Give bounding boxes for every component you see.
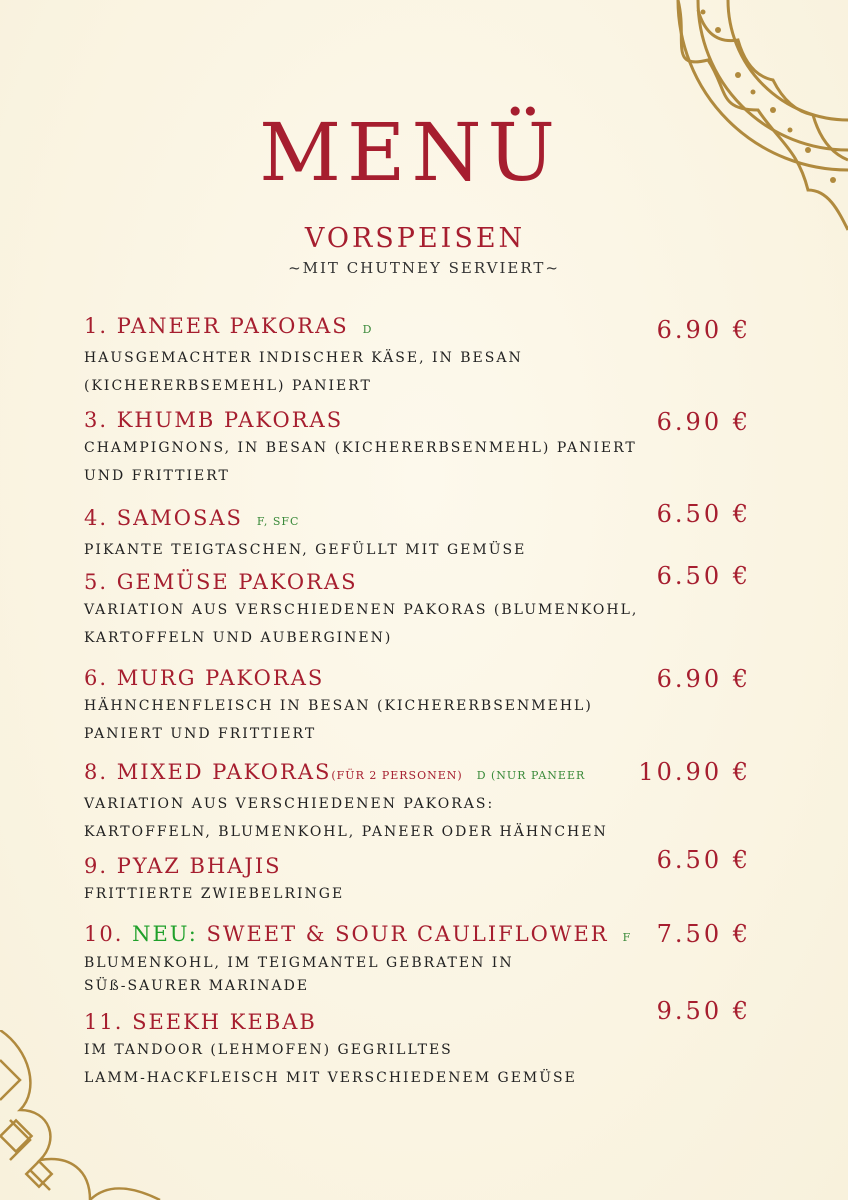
item-number: 10. <box>84 922 133 946</box>
allergen-code: F, SFC <box>256 515 300 528</box>
section-subtitle: ~MIT CHUTNEY SERVIERT~ <box>288 259 560 277</box>
item-description: PANIERT UND FRITTIERT <box>84 726 317 742</box>
item-description: HÄHNCHENFLEISCH IN BESAN (KICHERERBSENMEHL) <box>84 698 593 714</box>
item-name: 9. PYAZ BHAJIS <box>84 854 282 878</box>
item-description: BLUMENKOHL, IM TEIGMANTEL GEBRATEN IN <box>84 955 514 971</box>
item-name: 6. MURG PAKORAS <box>84 666 325 690</box>
item-description: LAMM-HACKFLEISCH MIT VERSCHIEDENEM GEMÜSE <box>84 1070 577 1086</box>
item-description: VARIATION AUS VERSCHIEDENEN PAKORAS: <box>84 796 495 812</box>
item-description: KARTOFFELN UND AUBERGINEN) <box>84 630 393 646</box>
item-name: 1. PANEER PAKORAS <box>84 314 349 338</box>
item-description: HAUSGEMACHTER INDISCHER KÄSE, IN BESAN <box>84 350 523 366</box>
allergen-code: F <box>622 931 632 944</box>
item-description: SÜß-SAURER MARINADE <box>84 978 310 994</box>
item-name: 5. GEMÜSE PAKORAS <box>84 570 358 594</box>
item-price: 7.50 € <box>656 920 751 948</box>
item-price: 6.90 € <box>656 408 751 436</box>
item-price: 6.50 € <box>656 500 751 528</box>
item-price: 6.50 € <box>656 562 751 590</box>
item-name: SWEET & SOUR CAULIFLOWER <box>197 922 609 946</box>
item-description: CHAMPIGNONS, IN BESAN (KICHERERBSENMEHL) PANIERT <box>84 440 637 456</box>
allergen-code: D (NUR PANEER <box>476 769 586 782</box>
item-price: 6.90 € <box>656 316 751 344</box>
item-price: 10.90 € <box>638 758 751 786</box>
item-name: 4. SAMOSAS <box>84 506 243 530</box>
item-price: 6.90 € <box>656 665 751 693</box>
menu-item <box>84 758 624 846</box>
item-note: (FÜR 2 PERSONEN) <box>331 769 463 782</box>
menu-title: MENÜ <box>259 106 561 199</box>
item-description: PIKANTE TEIGTASCHEN, GEFÜLLT MIT GEMÜSE <box>84 542 527 558</box>
item-description: KARTOFFELN, BLUMENKOHL, PANEER ODER HÄHNCHEN <box>84 824 608 840</box>
item-name: 8. MIXED PAKORAS <box>84 760 332 784</box>
item-description: (KICHERERBSEMEHL) PANIERT <box>84 378 372 394</box>
item-name: 3. KHUMB PAKORAS <box>84 408 344 432</box>
new-badge: NEU: <box>132 922 198 946</box>
item-price: 6.50 € <box>656 846 751 874</box>
item-description: VARIATION AUS VERSCHIEDENEN PAKORAS (BLUMENKOHL, <box>84 602 639 618</box>
item-description: UND FRITTIERT <box>84 468 230 484</box>
item-description: IM TANDOOR (LEHMOFEN) GEGRILLTES <box>84 1042 453 1058</box>
allergen-code: D <box>362 323 373 336</box>
item-description: FRITTIERTE ZWIEBELRINGE <box>84 886 345 902</box>
item-name: 11. SEEKH KEBAB <box>84 1010 317 1034</box>
section-title: VORSPEISEN <box>304 223 526 254</box>
item-price: 9.50 € <box>656 997 751 1025</box>
